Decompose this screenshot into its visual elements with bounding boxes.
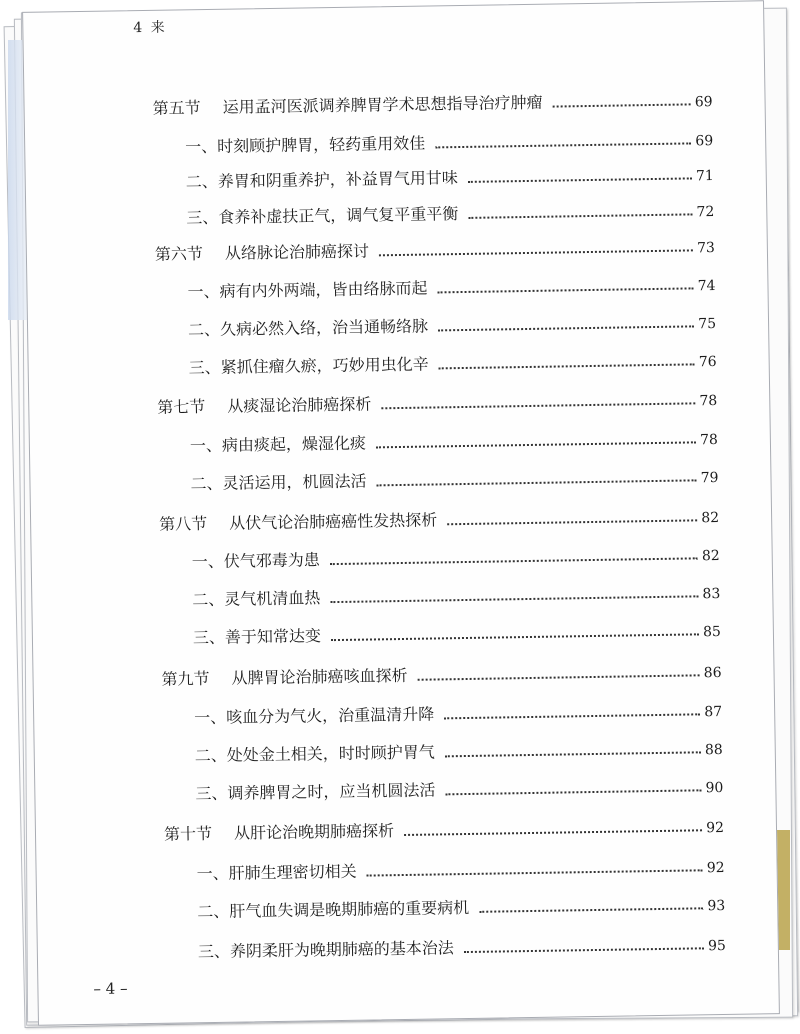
entry-title: 三、善于知常达变 — [192, 626, 322, 648]
entry-title: 一、咳血分为气火，治重温清升降 — [194, 704, 435, 728]
toc-item-entry — [197, 892, 725, 922]
entry-page-number: 71 — [695, 168, 714, 185]
toc-item-entry — [190, 464, 718, 494]
entry-title: 三、养阴柔肝为晚期肺癌的基本治法 — [197, 938, 454, 962]
section-number: 第十节 — [163, 824, 213, 844]
entry-title: 从络脉论治肺癌探讨 — [224, 241, 370, 263]
entry-title: 二、灵活运用，机圆法活 — [190, 471, 367, 494]
toc-section-entry — [164, 814, 724, 845]
entry-page-number: 76 — [698, 354, 717, 371]
entry-title: 一、病由痰起，燥湿化痰 — [189, 433, 367, 456]
toc-page — [22, 0, 780, 1026]
entry-page-number: 93 — [707, 897, 726, 915]
entry-page-number: 75 — [698, 316, 717, 333]
dot-leader — [435, 142, 691, 148]
entry-page-number: 74 — [697, 278, 716, 295]
dot-leader — [438, 325, 694, 331]
toc-item-entry — [192, 542, 720, 572]
entry-title: 从伏气论治肺癌癌性发热探析 — [229, 510, 438, 533]
dot-leader — [447, 519, 697, 525]
entry-title: 三、调养脾胃之时，应当机圆法活 — [195, 780, 436, 804]
dot-leader — [367, 869, 703, 876]
entry-page-number: 83 — [702, 585, 721, 603]
entry-title: 二、养胃和阴重养护，补益胃气用甘味 — [185, 168, 458, 192]
toc-item-entry — [187, 272, 715, 302]
dot-leader — [444, 713, 700, 719]
entry-page-number: 79 — [700, 470, 719, 487]
entry-page-number: 87 — [704, 703, 723, 721]
section-number: 第九节 — [161, 669, 210, 689]
entry-title: 从脾胃论治肺癌咳血探析 — [231, 665, 408, 688]
entry-page-number: 90 — [705, 779, 724, 797]
toc-item-entry — [190, 426, 718, 456]
entry-page-number: 82 — [701, 510, 720, 527]
entry-title: 三、紧抓住瘤久瘀，巧妙用虫化辛 — [188, 354, 429, 378]
toc-item-entry — [198, 932, 726, 962]
table-of-contents — [23, 1, 779, 1024]
dot-leader — [381, 402, 695, 409]
entry-page-number: 88 — [704, 741, 723, 759]
section-number: 第六节 — [154, 244, 204, 264]
entry-page-number: 85 — [702, 623, 722, 641]
entry-title: 从痰湿论治肺癌探析 — [227, 394, 372, 416]
toc-item-entry — [185, 127, 713, 157]
entry-title: 二、肝气血失调是晚期肺癌的重要病机 — [197, 897, 470, 922]
toc-section-entry — [159, 504, 719, 535]
toc-section-entry — [152, 88, 712, 119]
toc-item-entry — [195, 736, 723, 766]
entry-title: 从肝论治晚期肺癌探析 — [233, 821, 395, 843]
entry-title: 一、伏气邪毒为患 — [191, 550, 320, 572]
toc-item-entry — [188, 310, 716, 340]
section-number: 第七节 — [157, 397, 206, 417]
entry-page-number: 72 — [696, 204, 715, 221]
toc-item-entry — [189, 348, 717, 378]
dot-leader — [468, 177, 692, 183]
entry-page-number: 92 — [706, 859, 725, 877]
toc-item-entry — [195, 774, 723, 804]
toc-item-entry — [194, 698, 722, 728]
dot-leader — [330, 595, 698, 603]
entry-page-number: 73 — [696, 240, 716, 257]
toc-section-entry — [157, 387, 717, 418]
entry-title: 运用孟河医派调养脾胃学术思想指导治疗肿瘤 — [222, 92, 543, 117]
entry-title: 二、久病必然入络，治当通畅络脉 — [187, 316, 429, 340]
dot-leader — [377, 479, 697, 486]
dot-leader — [445, 751, 701, 757]
entry-title: 二、处处金土相关，时时顾护胃气 — [194, 742, 435, 766]
entry-page-number: 78 — [699, 432, 719, 449]
section-number: 第五节 — [152, 98, 201, 118]
toc-item-entry — [186, 162, 714, 192]
dot-leader — [438, 287, 694, 293]
dot-leader — [404, 829, 702, 836]
toc-item-entry — [186, 198, 714, 228]
entry-title: 一、时刻顾护脾胃，轻药重用效佳 — [185, 133, 426, 157]
dot-leader — [376, 441, 696, 448]
dot-leader — [464, 947, 704, 953]
entry-page-number: 82 — [701, 548, 720, 565]
entry-page-number: 95 — [707, 937, 726, 955]
dot-leader — [553, 103, 691, 107]
entry-page-number: 92 — [706, 819, 725, 837]
entry-title: 一、肝肺生理密切相关 — [196, 861, 357, 884]
entry-title: 二、灵气机清血热 — [192, 588, 321, 610]
dot-leader — [468, 213, 692, 219]
dot-leader — [445, 789, 701, 795]
page-number: – 4 – — [93, 979, 128, 998]
entry-page-number: 78 — [699, 393, 718, 410]
toc-item-entry — [192, 580, 720, 610]
entry-page-number: 69 — [694, 94, 713, 111]
running-header: 4 来 — [133, 19, 167, 37]
entry-title: 一、病有内外两端，皆由络脉而起 — [187, 278, 428, 302]
toc-item-entry — [193, 618, 721, 648]
entry-title: 三、食养补虚扶正气，调气复平重平衡 — [186, 204, 459, 228]
entry-page-number: 86 — [703, 664, 722, 682]
dot-leader — [331, 633, 699, 641]
section-number: 第八节 — [158, 514, 208, 534]
dot-leader — [418, 674, 700, 680]
dot-leader — [479, 907, 703, 913]
toc-item-entry — [196, 854, 724, 884]
dot-leader — [330, 557, 698, 565]
entry-page-number: 69 — [695, 133, 714, 150]
dot-leader — [439, 363, 695, 369]
toc-section-entry — [161, 659, 721, 690]
toc-section-entry — [155, 234, 715, 265]
dot-leader — [379, 249, 693, 256]
